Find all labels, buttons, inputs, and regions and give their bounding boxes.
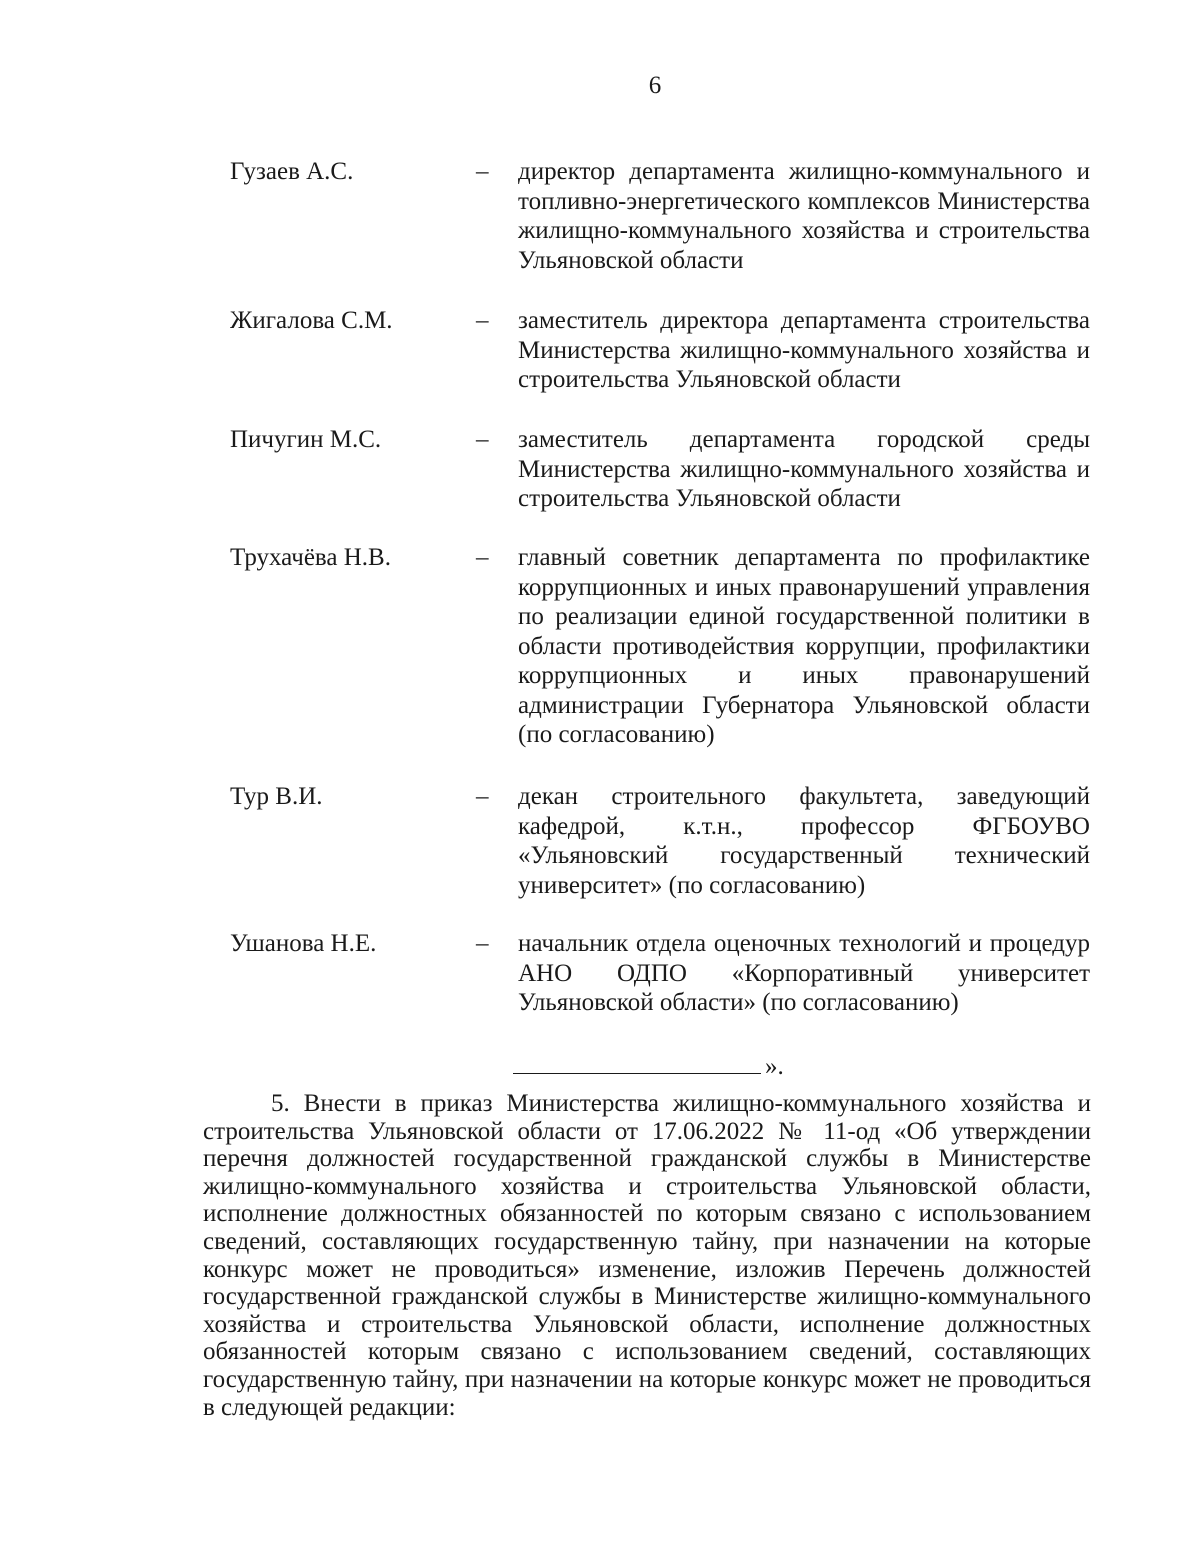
closing-quote: ». [765, 1053, 784, 1080]
list-closing [513, 1053, 784, 1081]
member-name: Трухачёва Н.В. [230, 544, 391, 571]
member-name: Пичугин М.С. [230, 426, 382, 453]
member-dash: – [476, 783, 489, 810]
member-dash: – [476, 544, 489, 571]
page-number: 6 [648, 72, 662, 99]
member-role: главный советник департамента по профилактике коррупционных и иных правонарушений управления по реализации единой государственной политики в области противодействия коррупции, профилактики коррупционных и иных правонарушений администрации Губернатора Ульяновской области (по согласованию) [518, 544, 1090, 748]
member-name: Ушанова Н.Е. [230, 930, 377, 957]
member-name: Жигалова С.М. [230, 307, 393, 334]
member-dash: – [476, 307, 489, 334]
member-role: декан строительного факультета, заведующий кафедрой, к.т.н., профессор ФГБОУВО «Ульяновский государственный технический университет» (по согласованию) [518, 783, 1090, 899]
closing-rule [513, 1053, 761, 1074]
member-dash: – [476, 158, 489, 185]
member-role: начальник отдела оценочных технологий и процедур АНО ОДПО «Корпоративный университет Ульяновской области» (по согласованию) [518, 930, 1090, 1016]
member-name: Гузаев А.С. [230, 158, 354, 185]
member-role: заместитель департамента городской среды Министерства жилищно-коммунального хозяйства и строительства Ульяновской области [518, 426, 1090, 512]
member-dash: – [476, 426, 489, 453]
member-role: заместитель директора департамента строительства Министерства жилищно-коммунального хозяйства и строительства Ульяновской области [518, 307, 1090, 393]
paragraph-5: 5. Внести в приказ Министерства жилищно-коммунального хозяйства и строительства Ульяновской области от 17.06.2022 № 11-од «Об утверждении перечня должностей государственной гражданской службы в Министерстве жилищно-коммунального хозяйства и строительства Ульяновской области, исполнение должностных обязанностей по которым связано с использованием сведений, составляющих государственную тайну, при назначении на которые конкурс может не проводиться» изменение, изложив Перечень должностей государственной гражданской службы в Министерстве жилищно-коммунального хозяйства и строительства Ульяновской области, исполнение должностных обязанностей которым связано с использованием сведений, составляющих государственную тайну, при назначении на которые конкурс может не проводиться в следующей редакции: [203, 1090, 1091, 1421]
member-role: директор департамента жилищно-коммунального и топливно-энергетического комплексов Министерства жилищно-коммунального хозяйства и строительства Ульяновской области [518, 158, 1090, 274]
member-dash: – [476, 930, 489, 957]
member-name: Тур В.И. [230, 783, 323, 810]
